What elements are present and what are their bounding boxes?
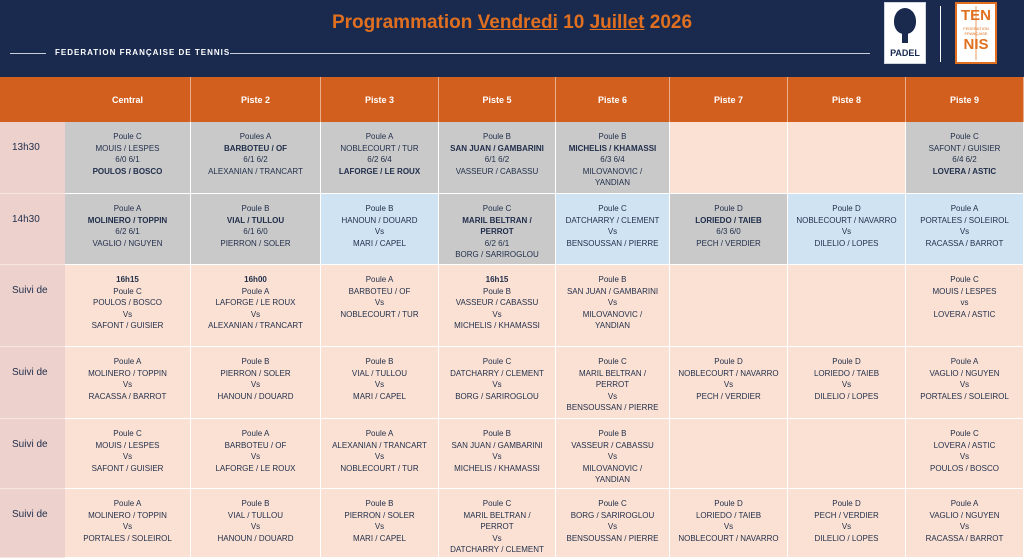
match-line: Poule C [482,357,512,366]
match-line: Poule B [241,357,270,366]
match-cell-piste-5 [439,347,556,419]
match-line: Vs [122,522,133,531]
time-slot-text: Suivi de [12,509,48,520]
match-line: MARIL BELTRAN / [463,510,531,520]
match-line: ALEXANIAN / TRANCART [332,440,427,450]
match-cell-piste-9 [906,265,1024,347]
match-line: PIERRON / SOLER [220,238,291,248]
match-line: YANDIAN [595,475,630,484]
time-slot-text: Suivi de [12,285,48,296]
match-line: LOVERA / ASTIC [932,166,997,176]
match-line: Poule A [241,429,270,438]
match-line: vs [960,298,969,307]
match-line: MICHELIS / KHAMASSI [454,321,540,330]
match-line: Vs [122,452,133,461]
match-cell-piste-6 [556,347,670,419]
match-line: YANDIAN [595,321,630,330]
match-line: 16h15 [485,275,509,284]
match-cell-piste-8 [788,265,906,347]
match-line: PIERRON / SOLER [344,510,415,520]
match-line: Poule A [365,429,394,438]
match-line: Vs [841,227,852,236]
match-line: NOBLECOURT / TUR [340,143,419,153]
match-line: Vs [841,522,852,531]
match-cell-piste-3 [321,489,439,558]
match-cell-piste-9 [906,194,1024,265]
match-line: MOUIS / LESPES [95,143,160,153]
match-line: MARI / CAPEL [353,533,406,543]
match-line: MILOVANOVIC / [582,309,643,319]
match-line: 16h00 [244,275,267,284]
match-cell-piste-5 [439,194,556,265]
match-line: PORTALES / SOLEIROL [920,215,1009,225]
match-cell-piste-6 [556,489,670,558]
match-line: MARIL BELTRAN / [578,368,647,378]
time-slot-text: 13h30 [12,142,40,153]
padel-racket-icon [894,8,916,34]
match-line: RACASSA / BARROT [925,533,1004,543]
match-line: Vs [607,452,618,461]
match-cell-piste-8 [788,194,906,265]
match-line: DILELIO / LOPES [814,533,879,543]
page-header [0,0,1024,77]
match-line: Poule D [714,499,743,508]
match-line: Poule D [832,357,861,366]
match-line: BARBOTEU / OF [223,143,288,153]
column-header-piste-9: Piste 9 [906,77,1024,122]
match-cell-central [65,347,191,419]
match-cell-piste-3 [321,265,439,347]
match-cell-central [65,194,191,265]
match-line: Vs [723,380,734,389]
title-month: Juillet [589,12,645,33]
tennis-logo-top: TEN [961,7,991,24]
match-line: BORG / SARIROGLOU [455,391,539,401]
match-line: MILOVANOVIC / [582,166,643,176]
match-line: BARBOTEU / OF [348,286,411,296]
time-slot-text: 14h30 [12,214,40,225]
match-cell-piste-3 [321,194,439,265]
column-header-piste-7: Piste 7 [670,77,788,122]
match-line: HANOUN / DOUARD [341,215,418,225]
match-cell-piste-3 [321,122,439,194]
match-cell-piste-7 [670,122,788,194]
match-line: SAFONT / GUISIER [91,321,164,330]
match-cell-piste-2 [191,489,321,558]
match-line: BENSOUSSAN / PIERRE [566,403,659,412]
match-line: BENSOUSSAN / PIERRE [566,533,659,543]
match-line: PIERRON / SOLER [220,368,291,378]
match-line: 6/3 6/0 [716,227,741,236]
time-slot-label [0,347,65,419]
match-cell-piste-5 [439,265,556,347]
match-line: Poule D [832,499,861,508]
column-header-piste-3: Piste 3 [321,77,439,122]
title-day: Vendredi [477,12,558,33]
match-cell-piste-7 [670,419,788,489]
match-line: VASSEUR / CABASSU [571,440,654,450]
match-line: Poule B [482,429,512,438]
column-header-piste-6: Piste 6 [556,77,670,122]
match-cell-piste-2 [191,347,321,419]
match-line: LAFORGE / LE ROUX [215,463,296,473]
time-slot-label [0,419,65,489]
match-line: Vs [607,298,618,307]
column-header-central: Central [65,77,191,122]
match-line: Vs [122,380,133,389]
match-line: Poule C [598,357,627,366]
match-line: MILOVANOVIC / [582,463,643,473]
match-line: DATCHARRY / CLEMENT [450,368,544,378]
match-line: MOLINERO / TOPPIN [87,215,168,225]
match-line: DILELIO / LOPES [814,391,879,401]
match-line: PERROT [595,380,630,389]
match-cell-piste-5 [439,122,556,194]
match-line: MARI / CAPEL [353,391,406,401]
match-line: Poule A [113,499,142,508]
match-line: Poule C [113,286,142,296]
match-line: VIAL / TULLOU [351,368,408,378]
match-line: PORTALES / SOLEIROL [83,533,172,543]
match-line: ALEXANIAN / TRANCART [208,321,303,330]
match-cell-piste-8 [788,122,906,194]
match-line: BARBOTEU / OF [224,440,287,450]
match-line: Poule B [482,132,512,141]
match-line: LORIEDO / TAIEB [813,368,880,378]
match-line: Poule A [365,275,394,284]
match-line: LAFORGE / LE ROUX [215,298,296,307]
match-line: RACASSA / BARROT [88,391,167,401]
match-line: Vs [374,298,385,307]
match-line: MOUIS / LESPES [932,286,997,296]
match-line: Vs [250,380,261,389]
match-line: MOUIS / LESPES [95,440,160,450]
match-line: SAN JUAN / GAMBARINI [451,440,543,450]
match-line: Poule C [113,429,142,438]
match-line: Vs [492,309,502,319]
match-line: 6/0 6/1 [115,155,140,164]
match-line: MARI / CAPEL [353,238,406,248]
match-line: Poule A [950,357,979,366]
match-cell-piste-2 [191,265,321,347]
match-line: Vs [723,522,734,531]
match-line: Poule D [832,204,861,213]
match-cell-piste-3 [321,419,439,489]
match-cell-piste-6 [556,194,670,265]
match-line: Poule C [950,132,979,141]
match-line: MICHELIS / KHAMASSI [454,463,540,473]
tennis-logo-bottom: NIS [963,36,989,53]
match-line: Poule D [714,204,743,213]
match-line: Vs [959,227,970,236]
match-line: Vs [250,452,261,461]
match-line: PERROT [480,522,514,531]
match-cell-central [65,419,191,489]
match-line: LOVERA / ASTIC [933,309,996,319]
match-cell-piste-7 [670,489,788,558]
match-cell-piste-6 [556,419,670,489]
match-line: Poule C [113,132,142,141]
match-line: SAN JUAN / GAMBARINI [450,143,544,153]
match-line: Poule A [365,132,394,141]
match-line: MOLINERO / TOPPIN [88,368,167,378]
padel-racket-handle [902,33,908,43]
match-line: HANOUN / DOUARD [217,533,294,543]
match-line: LORIEDO / TAIEB [695,215,762,225]
match-cell-piste-5 [439,489,556,558]
match-line: VAGLIO / NGUYEN [92,238,163,248]
match-cell-central [65,265,191,347]
match-line: NOBLECOURT / TUR [340,309,419,319]
fft-tennis-logo [955,2,997,64]
match-cell-piste-9 [906,347,1024,419]
match-cell-piste-6 [556,265,670,347]
match-line: 6/4 6/2 [952,155,977,164]
match-line: PORTALES / SOLEIROL [920,391,1009,401]
match-line: 6/2 6/1 [484,238,510,248]
time-slot-label [0,265,65,347]
match-line: Poule C [598,499,627,508]
column-header-piste-5: Piste 5 [439,77,556,122]
tennis-logo-mid: FEDERATION FRANÇAISE [963,26,989,36]
match-cell-piste-7 [670,194,788,265]
match-line: Vs [374,522,385,531]
match-line: NOBLECOURT / NAVARRO [678,368,779,378]
column-header-piste-8: Piste 8 [788,77,906,122]
match-line: PECH / VERDIER [814,510,879,520]
match-line: BORG / SARIROGLOU [455,250,539,259]
match-line: Vs [374,227,385,236]
match-line: Poule D [714,357,743,366]
match-line: VASSEUR / CABASSU [455,166,539,176]
match-cell-piste-6 [556,122,670,194]
match-line: NOBLECOURT / NAVARRO [678,533,779,543]
match-line: Vs [959,522,970,531]
match-line: VAGLIO / NGUYEN [929,510,1000,520]
match-cell-central [65,489,191,558]
match-line: VAGLIO / NGUYEN [929,368,1000,378]
match-line: Vs [607,522,618,531]
match-line: Poule A [950,499,979,508]
match-line: LOVERA / ASTIC [933,440,996,450]
match-line: Vs [607,227,618,236]
time-slot-label [0,122,65,194]
match-cell-piste-7 [670,347,788,419]
match-cell-piste-8 [788,489,906,558]
match-line: 6/2 6/4 [367,155,392,164]
match-line: Vs [959,380,970,389]
match-line: Poule B [241,204,270,213]
time-slot-text: Suivi de [12,367,48,378]
match-line: VIAL / TULLOU [227,510,284,520]
match-line: Poule B [598,275,627,284]
match-cell-piste-8 [788,419,906,489]
match-line: BORG / SARIROGLOU [570,510,655,520]
match-line: Vs [374,452,385,461]
match-cell-piste-9 [906,419,1024,489]
match-line: Vs [374,380,385,389]
match-line: Vs [959,452,970,461]
time-slot-label [0,489,65,558]
match-cell-piste-2 [191,122,321,194]
match-line: MARIL BELTRAN / [462,215,532,225]
match-line: 16h15 [116,275,139,284]
federation-label: FEDERATION FRANÇAISE DE TENNIS [55,48,231,57]
match-line: Poule C [598,204,627,213]
match-line: Poule B [598,429,627,438]
match-line: DATCHARRY / CLEMENT [450,545,544,554]
match-line: RACASSA / BARROT [925,238,1004,248]
match-line: VIAL / TULLOU [226,215,285,225]
match-line: SAFONT / GUISIER [91,463,164,473]
column-header-piste-2: Piste 2 [191,77,321,122]
match-line: 6/1 6/2 [484,155,510,164]
match-cell-piste-2 [191,194,321,265]
match-line: Poule C [482,499,512,508]
match-line: ALEXANIAN / TRANCART [208,166,303,176]
match-line: LORIEDO / TAIEB [695,510,762,520]
match-line: HANOUN / DOUARD [217,391,294,401]
match-line: Poule B [482,286,512,296]
match-cell-piste-3 [321,347,439,419]
divider [230,53,870,54]
match-line: Vs [122,309,133,319]
match-line: Vs [607,391,618,401]
match-cell-piste-9 [906,489,1024,558]
match-line: Poule B [365,204,394,213]
match-line: Vs [250,309,261,319]
match-line: NOBLECOURT / NAVARRO [796,215,897,225]
match-line: Poule A [950,204,979,213]
match-line: POULOS / BOSCO [92,166,163,176]
match-line: NOBLECOURT / TUR [340,463,419,473]
match-line: YANDIAN [595,178,630,187]
match-line: Poule A [113,357,142,366]
match-line: Poule B [598,132,627,141]
match-line: Poule B [241,499,270,508]
match-line: BENSOUSSAN / PIERRE [566,238,659,248]
match-line: POULOS / BOSCO [93,298,162,307]
match-line: Poule C [950,275,979,284]
match-line: SAFONT / GUISIER [928,143,1001,153]
match-line: Poules A [239,132,272,141]
match-line: LAFORGE / LE ROUX [338,166,421,176]
logo-divider [940,6,941,62]
padel-logo [884,2,926,64]
match-cell-piste-9 [906,122,1024,194]
match-line: DATCHARRY / CLEMENT [565,215,660,225]
time-slot-text: Suivi de [12,439,48,450]
match-line: Poule B [365,357,394,366]
match-line: POULOS / BOSCO [930,463,999,473]
match-line: Poule B [365,499,394,508]
match-line: Poule A [113,204,142,213]
match-line: Vs [250,522,261,531]
match-line: 6/3 6/4 [600,155,625,164]
match-line: Vs [492,380,502,389]
match-line: 6/1 6/2 [243,155,268,164]
match-cell-piste-8 [788,347,906,419]
match-line: VASSEUR / CABASSU [455,298,539,307]
divider [10,53,46,54]
match-line: MOLINERO / TOPPIN [88,510,167,520]
match-line: MICHELIS / KHAMASSI [568,143,657,153]
match-line: Poule A [241,286,270,296]
time-slot-label [0,194,65,265]
match-line: 6/1 6/0 [243,227,268,236]
match-line: DILELIO / LOPES [814,238,879,248]
page-title: Programmation Vendredi 10 Juillet 2026 [331,12,693,33]
match-line: Vs [492,452,502,461]
match-cell-piste-2 [191,419,321,489]
match-line: Vs [492,533,502,543]
match-line: PECH / VERDIER [696,391,761,401]
match-line: PECH / VERDIER [696,238,761,248]
padel-logo-text: PADEL [890,48,920,58]
match-cell-central [65,122,191,194]
match-line: Vs [841,380,852,389]
match-line: SAN JUAN / GAMBARINI [566,286,659,296]
match-cell-piste-7 [670,265,788,347]
match-line: Poule C [950,429,979,438]
match-line: PERROT [480,227,514,236]
match-cell-piste-5 [439,419,556,489]
match-line: 6/2 6/1 [115,227,140,236]
match-line: Poule C [482,204,512,213]
